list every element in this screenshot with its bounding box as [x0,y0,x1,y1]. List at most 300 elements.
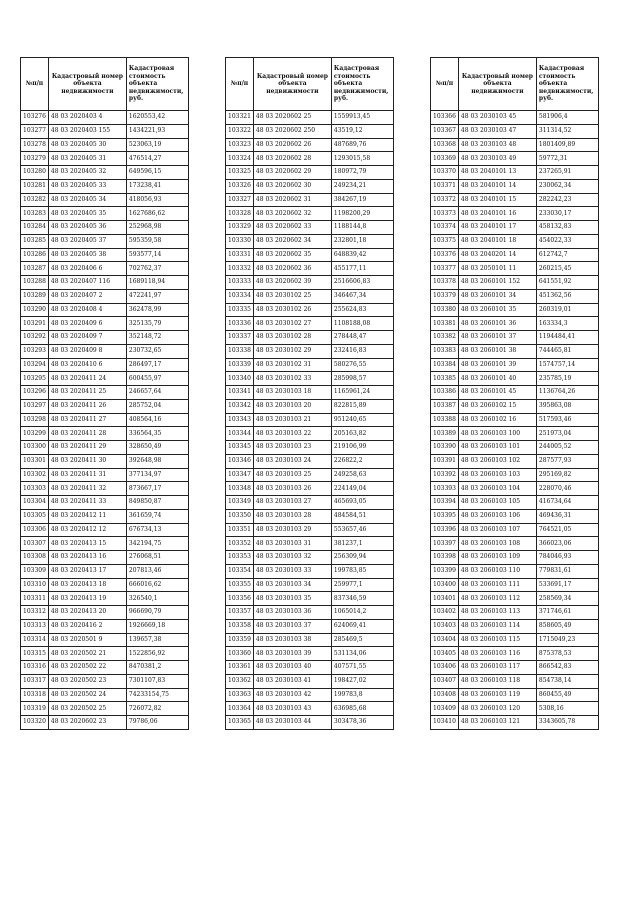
table-row [21,234,189,248]
cadastral-number: 48 03 2020411 26 [48,399,126,413]
cadastral-value: 276068,51 [126,551,188,565]
cadastral-number: 48 03 2060103 102 [458,454,536,468]
row-number: 103406 [431,661,459,675]
cadastral-number: 48 03 2060103 104 [458,482,536,496]
table-header-row [21,58,189,111]
table-row [431,166,599,180]
cadastral-number: 48 03 2020411 25 [48,386,126,400]
cadastral-value: 199783,8 [331,688,393,702]
table-row [431,441,599,455]
cadastral-number: 48 03 2020406 6 [48,262,126,276]
cadastral-value: 523063,19 [126,138,188,152]
row-number: 103363 [226,688,254,702]
cadastral-value: 285469,5 [331,633,393,647]
cadastral-number: 48 03 2020409 6 [48,317,126,331]
table-row [226,179,394,193]
cadastral-number: 48 03 2030102 33 [253,372,331,386]
cadastral-value: 455177,11 [331,262,393,276]
row-number: 103394 [431,496,459,510]
cadastral-number: 48 03 2020413 20 [48,606,126,620]
cadastral-number: 48 03 2030103 45 [458,111,536,125]
row-number: 103364 [226,702,254,716]
cadastral-number: 48 03 2060103 119 [458,688,536,702]
cadastral-value: 416734,64 [536,496,598,510]
cadastral-value: 600455,97 [126,372,188,386]
cadastral-value: 325135,79 [126,317,188,331]
row-number: 103278 [21,138,49,152]
row-number: 103295 [21,372,49,386]
cadastral-number: 48 03 2020411 33 [48,496,126,510]
cadastral-value: 286497,17 [126,358,188,372]
row-number: 103409 [431,702,459,716]
cadastral-value: 7301107,83 [126,674,188,688]
table-row [226,124,394,138]
row-number: 103339 [226,358,254,372]
table-row [226,193,394,207]
table-row [431,303,599,317]
cadastral-value: 469436,31 [536,509,598,523]
cadastral-value: 451362,56 [536,289,598,303]
row-number: 103355 [226,578,254,592]
row-number: 103290 [21,303,49,317]
cadastral-number: 48 03 2030103 27 [253,496,331,510]
row-number: 103349 [226,496,254,510]
cadastral-number: 48 03 2060103 100 [458,427,536,441]
row-number: 103345 [226,441,254,455]
row-number: 103392 [431,468,459,482]
table-row [21,674,189,688]
cadastral-value: 849850,87 [126,496,188,510]
cadastral-number: 48 03 2060101 35 [458,303,536,317]
cadastral-number: 48 03 2060103 108 [458,537,536,551]
row-number: 103314 [21,633,49,647]
cadastral-value: 951240,65 [331,413,393,427]
row-number: 103378 [431,276,459,290]
cadastral-value: 531134,06 [331,647,393,661]
cadastral-number: 48 03 2020413 17 [48,564,126,578]
row-number: 103286 [21,248,49,262]
table-row [21,303,189,317]
row-number: 103391 [431,454,459,468]
table-row [431,619,599,633]
row-number: 103366 [431,111,459,125]
table-row [226,688,394,702]
row-number: 103342 [226,399,254,413]
row-number: 103283 [21,207,49,221]
row-number: 103300 [21,441,49,455]
cadastral-value: 326540,1 [126,592,188,606]
row-number: 103297 [21,399,49,413]
table-row [21,331,189,345]
cadastral-value: 580276,55 [331,358,393,372]
row-number: 103379 [431,289,459,303]
table-row [226,551,394,565]
table-row [226,674,394,688]
table-row [431,716,599,730]
cadastral-value: 649596,15 [126,166,188,180]
cadastral-number: 48 03 2030103 29 [253,523,331,537]
row-number: 103280 [21,166,49,180]
cadastral-number: 48 03 2060102 16 [458,413,536,427]
cadastral-value: 612742,7 [536,248,598,262]
cadastral-value: 259977,1 [331,578,393,592]
cadastral-number: 48 03 2030103 49 [458,152,536,166]
table-row [226,234,394,248]
cadastral-value: 366023,06 [536,537,598,551]
table-row [226,138,394,152]
row-number: 103315 [21,647,49,661]
table-row [226,399,394,413]
cadastral-value: 5308,16 [536,702,598,716]
table-row [226,276,394,290]
row-number: 103296 [21,386,49,400]
row-number: 103282 [21,193,49,207]
cadastral-number: 48 03 2020411 30 [48,454,126,468]
cadastral-number: 48 03 2060103 112 [458,592,536,606]
row-number: 103302 [21,468,49,482]
row-number: 103335 [226,303,254,317]
table-row [431,661,599,675]
table-row [226,523,394,537]
table-row [21,523,189,537]
cadastral-value: 381237,1 [331,537,393,551]
cadastral-number: 48 03 2020602 36 [253,262,331,276]
header-cadastral-number: Кадастровый номер объекта недвижимости [48,58,126,111]
row-number: 103384 [431,358,459,372]
row-number: 103362 [226,674,254,688]
cadastral-value: 219106,99 [331,441,393,455]
table-row [21,454,189,468]
row-number: 103347 [226,468,254,482]
cadastral-value: 702762,37 [126,262,188,276]
cadastral-value: 676734,13 [126,523,188,537]
cadastral-value: 258569,34 [536,592,598,606]
cadastral-number: 48 03 2060101 40 [458,372,536,386]
table-row [226,509,394,523]
cadastral-value: 458132,83 [536,221,598,235]
table-row [431,207,599,221]
row-number: 103361 [226,661,254,675]
table-row [21,702,189,716]
cadastral-number: 48 03 2040101 16 [458,207,536,221]
cadastral-number: 48 03 2060103 121 [458,716,536,730]
cadastral-number: 48 03 2030102 26 [253,303,331,317]
table-row [21,716,189,730]
cadastral-number: 48 03 2050101 11 [458,262,536,276]
cadastral-value: 235785,19 [536,372,598,386]
cadastral-value: 232416,83 [331,344,393,358]
cadastral-value: 418056,93 [126,193,188,207]
row-number: 103337 [226,331,254,345]
cadastral-number: 48 03 2020411 31 [48,468,126,482]
row-number: 103317 [21,674,49,688]
cadastral-number: 48 03 2030103 41 [253,674,331,688]
row-number: 103326 [226,179,254,193]
table-row [226,331,394,345]
cadastral-value: 362478,99 [126,303,188,317]
cadastral-value: 303478,36 [331,716,393,730]
cadastral-number: 48 03 2030103 38 [253,633,331,647]
row-number: 103306 [21,523,49,537]
cadastral-value: 854738,14 [536,674,598,688]
row-number: 103311 [21,592,49,606]
cadastral-value: 779831,61 [536,564,598,578]
table-row [226,111,394,125]
row-number: 103281 [21,179,49,193]
table-row [226,468,394,482]
cadastral-number: 48 03 2020409 8 [48,344,126,358]
cadastral-value: 230732,65 [126,344,188,358]
row-number: 103376 [431,248,459,262]
cadastral-number: 48 03 2060103 110 [458,564,536,578]
row-number: 103279 [21,152,49,166]
cadastral-value: 822815,89 [331,399,393,413]
cadastral-value: 624069,41 [331,619,393,633]
table-row [431,606,599,620]
cadastral-value: 328650,49 [126,441,188,455]
cadastral-number: 48 03 2030103 20 [253,399,331,413]
row-number: 103304 [21,496,49,510]
cadastral-number: 48 03 2020405 37 [48,234,126,248]
cadastral-value: 74233154,75 [126,688,188,702]
cadastral-number: 48 03 2030103 42 [253,688,331,702]
table-row [21,413,189,427]
table-row [431,234,599,248]
cadastral-number: 48 03 2030103 25 [253,468,331,482]
row-number: 103348 [226,482,254,496]
cadastral-number: 48 03 2030102 27 [253,317,331,331]
table-row [226,661,394,675]
row-number: 103357 [226,606,254,620]
row-number: 103377 [431,262,459,276]
cadastral-number: 48 03 2020412 11 [48,509,126,523]
cadastral-value: 1434221,93 [126,124,188,138]
table-row [21,372,189,386]
row-number: 103351 [226,523,254,537]
table-row [21,633,189,647]
cadastral-value: 255624,83 [331,303,393,317]
cadastral-number: 48 03 2020411 29 [48,441,126,455]
cadastral-number: 48 03 2030103 33 [253,564,331,578]
table-row [226,303,394,317]
cadastral-value: 1293015,58 [331,152,393,166]
cadastral-number: 48 03 2060103 109 [458,551,536,565]
cadastral-number: 48 03 2030103 36 [253,606,331,620]
cadastral-number: 48 03 2030103 39 [253,647,331,661]
row-number: 103370 [431,166,459,180]
cadastral-value: 8470381,2 [126,661,188,675]
cadastral-value: 408564,16 [126,413,188,427]
cadastral-number: 48 03 2020602 28 [253,152,331,166]
table-row [431,674,599,688]
cadastral-value: 1198200,29 [331,207,393,221]
row-number: 103332 [226,262,254,276]
row-number: 103400 [431,578,459,592]
cadastral-number: 48 03 2030103 34 [253,578,331,592]
cadastral-number: 48 03 2060103 107 [458,523,536,537]
table-row [431,179,599,193]
cadastral-value: 230062,34 [536,179,598,193]
cadastral-value: 207813,46 [126,564,188,578]
cadastral-number: 48 03 2060103 111 [458,578,536,592]
header-cadastral-value: Кадастровая стоимость объекта недвижимости, руб. [536,58,598,111]
table-row [431,289,599,303]
table-row [431,152,599,166]
table-row [21,193,189,207]
table-row [226,633,394,647]
table-row [431,454,599,468]
row-number: 103354 [226,564,254,578]
cadastral-number: 48 03 2020502 24 [48,688,126,702]
cadastral-value: 237265,91 [536,166,598,180]
table-row [226,454,394,468]
cadastral-number: 48 03 2020602 35 [253,248,331,262]
cadastral-number: 48 03 2030103 43 [253,702,331,716]
cadastral-number: 48 03 2060103 103 [458,468,536,482]
table-row [431,578,599,592]
cadastral-value: 392648,98 [126,454,188,468]
cadastral-number: 48 03 2020502 23 [48,674,126,688]
row-number: 103358 [226,619,254,633]
cadastral-number: 48 03 2020408 4 [48,303,126,317]
cadastral-value: 472241,97 [126,289,188,303]
cadastral-number: 48 03 2060101 36 [458,317,536,331]
cadastral-number: 48 03 2020413 19 [48,592,126,606]
cadastral-value: 226822,2 [331,454,393,468]
table-row [431,331,599,345]
header-number: №п/п [431,58,459,111]
cadastral-value: 256309,94 [331,551,393,565]
cadastral-number: 48 03 2060101 37 [458,331,536,345]
cadastral-number: 48 03 2020405 30 [48,138,126,152]
cadastral-number: 48 03 2060103 117 [458,661,536,675]
row-number: 103276 [21,111,49,125]
cadastral-value: 395863,08 [536,399,598,413]
header-cadastral-value: Кадастровая стоимость объекта недвижимости, руб. [331,58,393,111]
cadastral-value: 1165961,24 [331,386,393,400]
row-number: 103368 [431,138,459,152]
table-row [21,619,189,633]
cadastral-number: 48 03 2030102 25 [253,289,331,303]
table-row [431,358,599,372]
table-row [431,317,599,331]
table-row [431,537,599,551]
table-row [21,386,189,400]
cadastral-value: 342194,75 [126,537,188,551]
cadastral-number: 48 03 2020412 12 [48,523,126,537]
cadastral-value: 1188144,8 [331,221,393,235]
cadastral-value: 377134,97 [126,468,188,482]
table-row [431,523,599,537]
table-row [226,606,394,620]
row-number: 103277 [21,124,49,138]
row-number: 103308 [21,551,49,565]
cadastral-value: 1574757,14 [536,358,598,372]
table-row [226,619,394,633]
cadastral-value: 666016,62 [126,578,188,592]
row-number: 103331 [226,248,254,262]
cadastral-number: 48 03 2030103 23 [253,441,331,455]
row-number: 103369 [431,152,459,166]
cadastral-value: 260215,45 [536,262,598,276]
table-row [21,509,189,523]
cadastral-value: 1801409,89 [536,138,598,152]
row-number: 103350 [226,509,254,523]
table-row [226,166,394,180]
cadastral-value: 1194484,41 [536,331,598,345]
cadastral-number: 48 03 2030102 28 [253,331,331,345]
cadastral-number: 48 03 2020411 32 [48,482,126,496]
cadastral-value: 1108188,08 [331,317,393,331]
row-number: 103299 [21,427,49,441]
cadastral-value: 1689118,94 [126,276,188,290]
row-number: 103310 [21,578,49,592]
cadastral-table-3 [430,57,599,730]
row-number: 103329 [226,221,254,235]
table-row [226,207,394,221]
table-row [21,647,189,661]
cadastral-number: 48 03 2030103 37 [253,619,331,633]
cadastral-value: 517593,46 [536,413,598,427]
table-row [226,344,394,358]
row-number: 103375 [431,234,459,248]
table-row [226,702,394,716]
cadastral-value: 287577,93 [536,454,598,468]
table-row [226,482,394,496]
cadastral-number: 48 03 2020602 31 [253,193,331,207]
table-row [21,111,189,125]
cadastral-value: 285998,57 [331,372,393,386]
table-row [21,592,189,606]
row-number: 103403 [431,619,459,633]
row-number: 103367 [431,124,459,138]
cadastral-value: 3343605,78 [536,716,598,730]
table-row [21,207,189,221]
row-number: 103401 [431,592,459,606]
cadastral-value: 278448,47 [331,331,393,345]
table-row [21,564,189,578]
row-number: 103340 [226,372,254,386]
cadastral-value: 1559913,45 [331,111,393,125]
cadastral-number: 48 03 2020502 25 [48,702,126,716]
row-number: 103334 [226,289,254,303]
row-number: 103307 [21,537,49,551]
cadastral-number: 48 03 2020411 24 [48,372,126,386]
row-number: 103322 [226,124,254,138]
cadastral-value: 232801,18 [331,234,393,248]
cadastral-value: 533691,17 [536,578,598,592]
cadastral-number: 48 03 2030103 21 [253,413,331,427]
table-row [21,578,189,592]
cadastral-number: 48 03 2060103 101 [458,441,536,455]
row-number: 103389 [431,427,459,441]
cadastral-number: 48 03 2030103 32 [253,551,331,565]
cadastral-number: 48 03 2030103 47 [458,124,536,138]
table-row [431,509,599,523]
cadastral-number: 48 03 2030103 26 [253,482,331,496]
table-row [431,221,599,235]
cadastral-number: 48 03 2060101 39 [458,358,536,372]
row-number: 103298 [21,413,49,427]
row-number: 103404 [431,633,459,647]
table-row [226,413,394,427]
cadastral-number: 48 03 2020602 30 [253,179,331,193]
cadastral-number: 48 03 2020502 22 [48,661,126,675]
cadastral-number: 48 03 2020602 23 [48,716,126,730]
cadastral-value: 1715049,23 [536,633,598,647]
table-row [431,111,599,125]
row-number: 103390 [431,441,459,455]
